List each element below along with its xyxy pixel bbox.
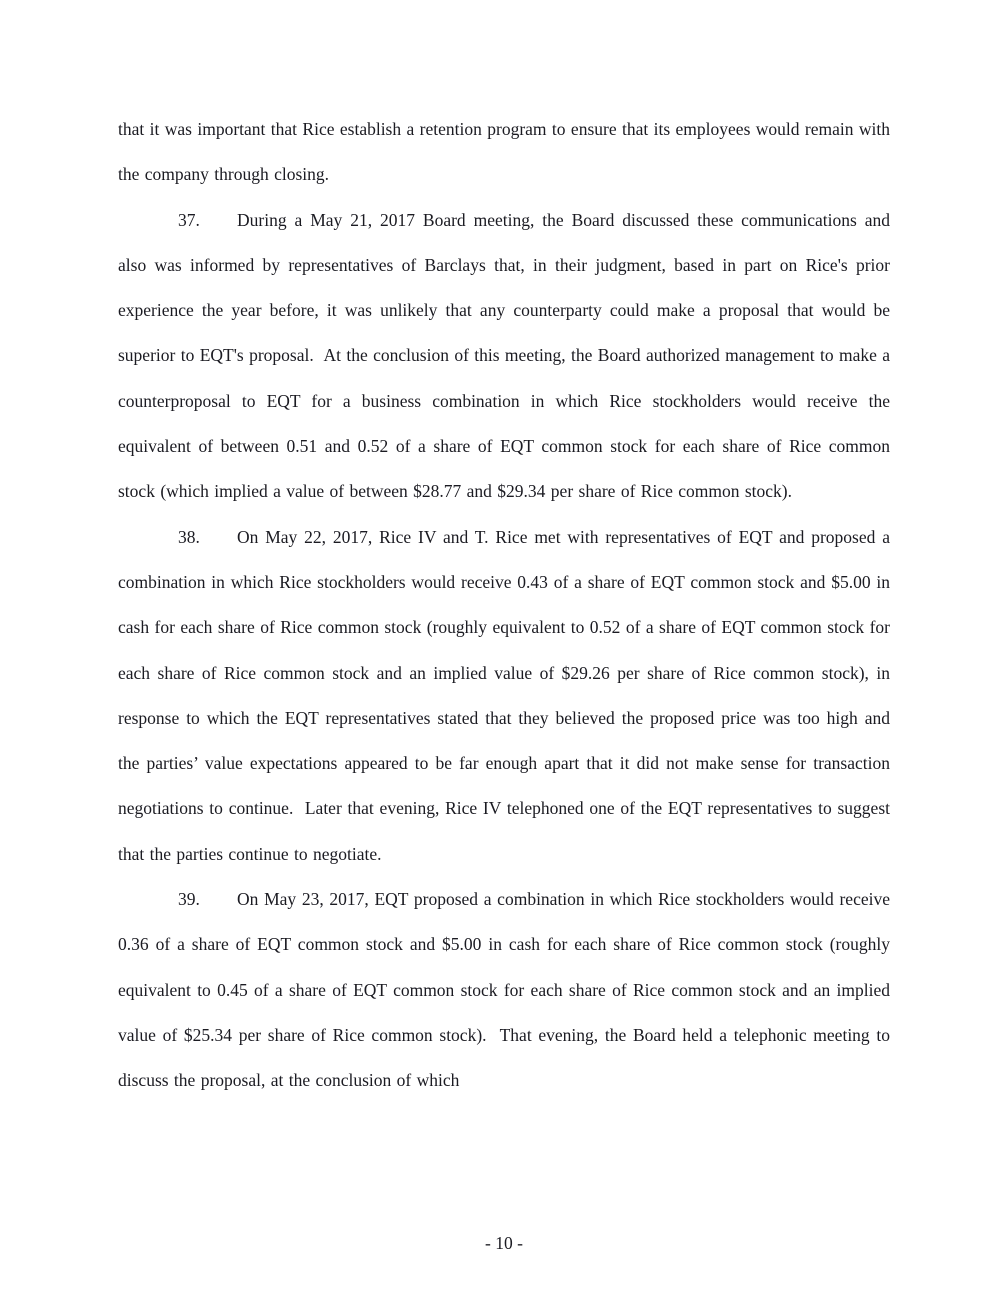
paragraph-38-number: 38. [178, 526, 200, 547]
paragraph-continuation [118, 107, 896, 198]
paragraph-37-number: 37. [178, 209, 200, 230]
paragraph-text: that it was important that Rice establish a retention program to ensure that its employees would remain with the company through closing. [118, 119, 896, 185]
page-number: - 10 - [485, 1233, 523, 1253]
paragraph-39-text: On May 23, 2017, EQT proposed a combination in which Rice stockholders would receive 0.36 of a share of EQT common stock and $5.00 in cash for each share of Rice common stock (roughly equivalent to 0.45 of a share of EQT common stock for each share of Rice common stock and an implied value of $25.34 per share of Rice common stock). That evening, the Board held a telephonic meeting to discuss the proposal, at the conclusion of which [118, 889, 896, 1091]
paragraph-37 [118, 198, 896, 515]
paragraph-38-text: On May 22, 2017, Rice IV and T. Rice met with representatives of EQT and proposed a combination in which Rice stockholders would receive 0.43 of a share of EQT common stock and $5.00 in cash for each share of Rice common stock (roughly equivalent to 0.52 of a share of EQT common stock for each share of Rice common stock and an implied value of $29.26 per share of Rice common stock), in response to which the EQT representatives stated that they believed the proposed price was too high and the parties’ value expectations appeared to be far enough apart that it did not make sense for transaction negotiations to continue. Later that evening, Rice IV telephoned one of the EQT representatives to suggest that the parties continue to negotiate. [118, 526, 896, 864]
paragraph-38 [118, 515, 896, 877]
paragraph-39 [118, 877, 896, 1103]
paragraph-37-text: During a May 21, 2017 Board meeting, the Board discussed these communications and also was informed by representatives of Barclays that, in their judgment, based in part on Rice's prior experience the year before, it was unlikely that any counterparty could make a proposal that would be superior to EQT's proposal. At the conclusion of this meeting, the Board authorized management to make a counterproposal to EQT for a business combination in which Rice stockholders would receive the equivalent of between 0.51 and 0.52 of a share of EQT common stock for each share of Rice common stock (which implied a value of between $28.77 and $29.34 per share of Rice common stock). [118, 209, 896, 502]
document-body [118, 107, 896, 1104]
paragraph-39-number: 39. [178, 889, 200, 910]
